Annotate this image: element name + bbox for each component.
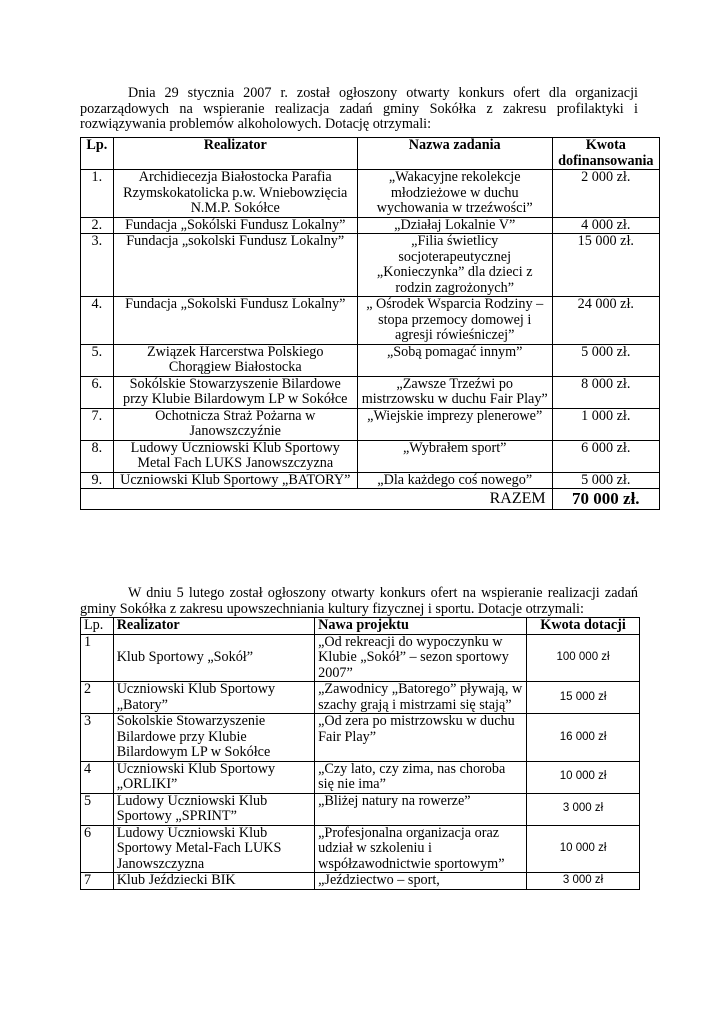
- cell-realizator: Uczniowski Klub Sportowy „Batory”: [113, 682, 314, 714]
- cell-lp: 7.: [81, 408, 114, 440]
- total-value: 70 000 zł.: [552, 489, 659, 510]
- header-projekt: Nawa projektu: [315, 618, 527, 635]
- cell-realizator: Fundacja „Sokólski Fundusz Lokalny”: [113, 217, 357, 234]
- cell-zadanie: „Wakacyjne rekolekcje młodzieżowe w duchu wychowania w trzeźwości”: [357, 170, 552, 218]
- table-row: [81, 873, 640, 890]
- cell-zadanie: „Wiejskie imprezy plenerowe”: [357, 408, 552, 440]
- cell-kwota: 4 000 zł.: [552, 217, 659, 234]
- cell-lp: 7: [81, 873, 114, 890]
- table-row: [81, 472, 660, 489]
- cell-lp: 2: [81, 682, 114, 714]
- cell-zadanie: „Wybrałem sport”: [357, 440, 552, 472]
- cell-zadanie: „Sobą pomagać innym”: [357, 344, 552, 376]
- header-kwota: Kwota dofinansowania: [552, 138, 659, 170]
- table-row: [81, 376, 660, 408]
- header-realizator: Realizator: [113, 618, 314, 635]
- cell-realizator: Uczniowski Klub Sportowy „BATORY”: [113, 472, 357, 489]
- header-lp: Lp.: [81, 138, 114, 170]
- table-row: [81, 344, 660, 376]
- cell-kwota: 1 000 zł.: [552, 408, 659, 440]
- cell-lp: 4.: [81, 297, 114, 345]
- cell-projekt: „Bliżej natury na rowerze”: [315, 793, 527, 825]
- cell-projekt: „Od zera po mistrzowsku w duchu Fair Play”: [315, 714, 527, 762]
- table-row: [81, 682, 640, 714]
- cell-kwota: 10 000 zł: [527, 825, 640, 873]
- cell-projekt: „Profesjonalna organizacja oraz udział w szkoleniu i współzawodnictwie sportowym”: [315, 825, 527, 873]
- total-label: RAZEM: [81, 489, 553, 510]
- cell-kwota: 3 000 zł: [527, 793, 640, 825]
- cell-zadanie: „Dla każdego coś nowego”: [357, 472, 552, 489]
- total-row: [81, 489, 660, 510]
- cell-lp: 5: [81, 793, 114, 825]
- cell-kwota: 10 000 zł: [527, 761, 640, 793]
- cell-zadanie: „Działaj Lokalnie V”: [357, 217, 552, 234]
- table-row: [81, 634, 640, 682]
- cell-lp: 4: [81, 761, 114, 793]
- table-row: [81, 297, 660, 345]
- table-header-row: [81, 618, 640, 635]
- cell-projekt: „Zawodnicy „Batorego” pływają, w szachy grają i mistrzami się stają”: [315, 682, 527, 714]
- cell-projekt: „Od rekreacji do wypoczynku w Klubie „Sokół” – sezon sportowy 2007”: [315, 634, 527, 682]
- cell-projekt: „Czy lato, czy zima, nas choroba się nie ima”: [315, 761, 527, 793]
- cell-realizator: Sokólskie Stowarzyszenie Bilardowe przy Klubie Bilardowym LP w Sokółce: [113, 376, 357, 408]
- cell-zadanie: „Zawsze Trzeźwi po mistrzowsku w duchu Fair Play”: [357, 376, 552, 408]
- cell-kwota: 16 000 zł: [527, 714, 640, 762]
- table-row: [81, 714, 640, 762]
- cell-realizator: Ludowy Uczniowski Klub Sportowy „SPRINT”: [113, 793, 314, 825]
- table-row: [81, 825, 640, 873]
- cell-lp: 9.: [81, 472, 114, 489]
- table-row: [81, 234, 660, 297]
- cell-realizator: Ludowy Uczniowski Klub Sportowy Metal-Fach LUKS Janowszczyzna: [113, 825, 314, 873]
- table-row: [81, 440, 660, 472]
- cell-zadanie: „ Ośrodek Wsparcia Rodziny – stopa przemocy domowej i agresji rówieśniczej”: [357, 297, 552, 345]
- cell-lp: 5.: [81, 344, 114, 376]
- cell-kwota: 6 000 zł.: [552, 440, 659, 472]
- cell-zadanie: „Filia świetlicy socjoterapeutycznej „Konieczynka” dla dzieci z rodzin zagrożonych”: [357, 234, 552, 297]
- header-lp: Lp.: [81, 618, 114, 635]
- cell-kwota: 8 000 zł.: [552, 376, 659, 408]
- cell-kwota: 15 000 zł: [527, 682, 640, 714]
- cell-realizator: Fundacja „sokolski Fundusz Lokalny”: [113, 234, 357, 297]
- cell-lp: 1.: [81, 170, 114, 218]
- table-row: [81, 408, 660, 440]
- cell-kwota: 3 000 zł: [527, 873, 640, 890]
- cell-kwota: 5 000 zł.: [552, 344, 659, 376]
- table-row: [81, 217, 660, 234]
- header-realizator: Realizator: [113, 138, 357, 170]
- header-kwota: Kwota dotacji: [527, 618, 640, 635]
- section2-intro: W dniu 5 lutego został ogłoszony otwarty konkurs ofert na wspieranie realizacji zadań gminy Sokółka z zakresu upowszechniania kultury fizycznej i sportu. Dotacje otrzymali:: [80, 585, 638, 617]
- table-row: [81, 170, 660, 218]
- cell-kwota: 24 000 zł.: [552, 297, 659, 345]
- table-row: [81, 793, 640, 825]
- cell-kwota: 100 000 zł: [527, 634, 640, 682]
- table-row: [81, 761, 640, 793]
- cell-lp: 3: [81, 714, 114, 762]
- cell-realizator: Ochotnicza Straż Pożarna w Janowszczyźnie: [113, 408, 357, 440]
- cell-lp: 8.: [81, 440, 114, 472]
- cell-realizator: Klub Sportowy „Sokół”: [113, 634, 314, 682]
- section1-intro: Dnia 29 stycznia 2007 r. został ogłoszony otwarty konkurs ofert dla organizacji pozarządowych na wspieranie realizacja zadań gminy Sokółka z zakresu profilaktyki i rozwiązywania problemów alkoholowych. Dotację otrzymali:: [80, 85, 638, 132]
- sport-grants-table: [80, 617, 640, 890]
- cell-lp: 3.: [81, 234, 114, 297]
- cell-kwota: 5 000 zł.: [552, 472, 659, 489]
- cell-lp: 6: [81, 825, 114, 873]
- header-zadanie: Nazwa zadania: [357, 138, 552, 170]
- cell-realizator: Uczniowski Klub Sportowy „ORLIKI”: [113, 761, 314, 793]
- table-header-row: [81, 138, 660, 170]
- cell-realizator: Związek Harcerstwa Polskiego Chorągiew Białostocka: [113, 344, 357, 376]
- cell-realizator: Archidiecezja Białostocka Parafia Rzymskokatolicka p.w. Wniebowzięcia N.M.P. Sokółce: [113, 170, 357, 218]
- cell-realizator: Fundacja „Sokolski Fundusz Lokalny”: [113, 297, 357, 345]
- cell-lp: 6.: [81, 376, 114, 408]
- alcohol-grants-table: [80, 137, 660, 510]
- cell-realizator: Ludowy Uczniowski Klub Sportowy Metal Fach LUKS Janowszczyzna: [113, 440, 357, 472]
- cell-projekt: „Jeździectwo – sport,: [315, 873, 527, 890]
- cell-kwota: 2 000 zł.: [552, 170, 659, 218]
- cell-realizator: Sokolskie Stowarzyszenie Bilardowe przy Klubie Bilardowym LP w Sokółce: [113, 714, 314, 762]
- cell-lp: 1: [81, 634, 114, 682]
- cell-kwota: 15 000 zł.: [552, 234, 659, 297]
- cell-realizator: Klub Jeździecki BIK: [113, 873, 314, 890]
- cell-lp: 2.: [81, 217, 114, 234]
